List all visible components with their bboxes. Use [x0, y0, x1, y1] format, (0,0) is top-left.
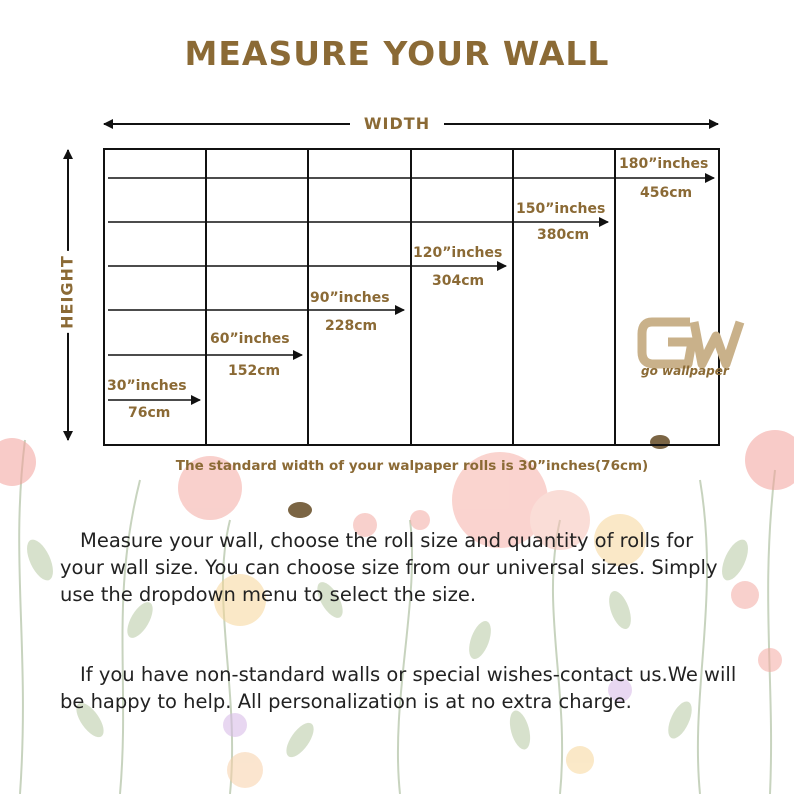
height-label: HEIGHT: [58, 251, 77, 333]
size-inches-label: 30”inches: [107, 378, 187, 394]
roll-width-caption: The standard width of your walpaper rolls is 30”inches(76cm): [175, 458, 649, 474]
size-inches-label: 180”inches: [619, 156, 709, 172]
instructions-paragraph: Measure your wall, choose the roll size and quantity of rolls for your wall size. You can choose size from our universal sizes. Simply use the dropdown menu to select the size.: [60, 529, 718, 606]
logo-text: go wallpaper: [641, 364, 729, 378]
size-cm-label: 152cm: [228, 363, 281, 379]
size-cm-label: 76cm: [128, 405, 171, 421]
page-title: MEASURE YOUR WALL: [184, 34, 610, 73]
size-inches-label: 150”inches: [516, 201, 606, 217]
size-cm-label: 304cm: [432, 273, 485, 289]
size-inches-label: 90”inches: [310, 290, 390, 306]
roll-dividers: [206, 149, 615, 445]
size-inches-label: 120”inches: [413, 245, 503, 261]
contact-paragraph: If you have non-standard walls or special wishes-contact us.We will be happy to help. All personalization is at no extra charge.: [60, 663, 737, 713]
width-label: WIDTH: [350, 114, 444, 133]
go-wallpaper-logo: [642, 322, 740, 364]
size-inches-label: 60”inches: [210, 331, 290, 347]
size-cm-label: 380cm: [537, 227, 590, 243]
size-cm-label: 456cm: [640, 185, 693, 201]
size-cm-label: 228cm: [325, 318, 378, 334]
